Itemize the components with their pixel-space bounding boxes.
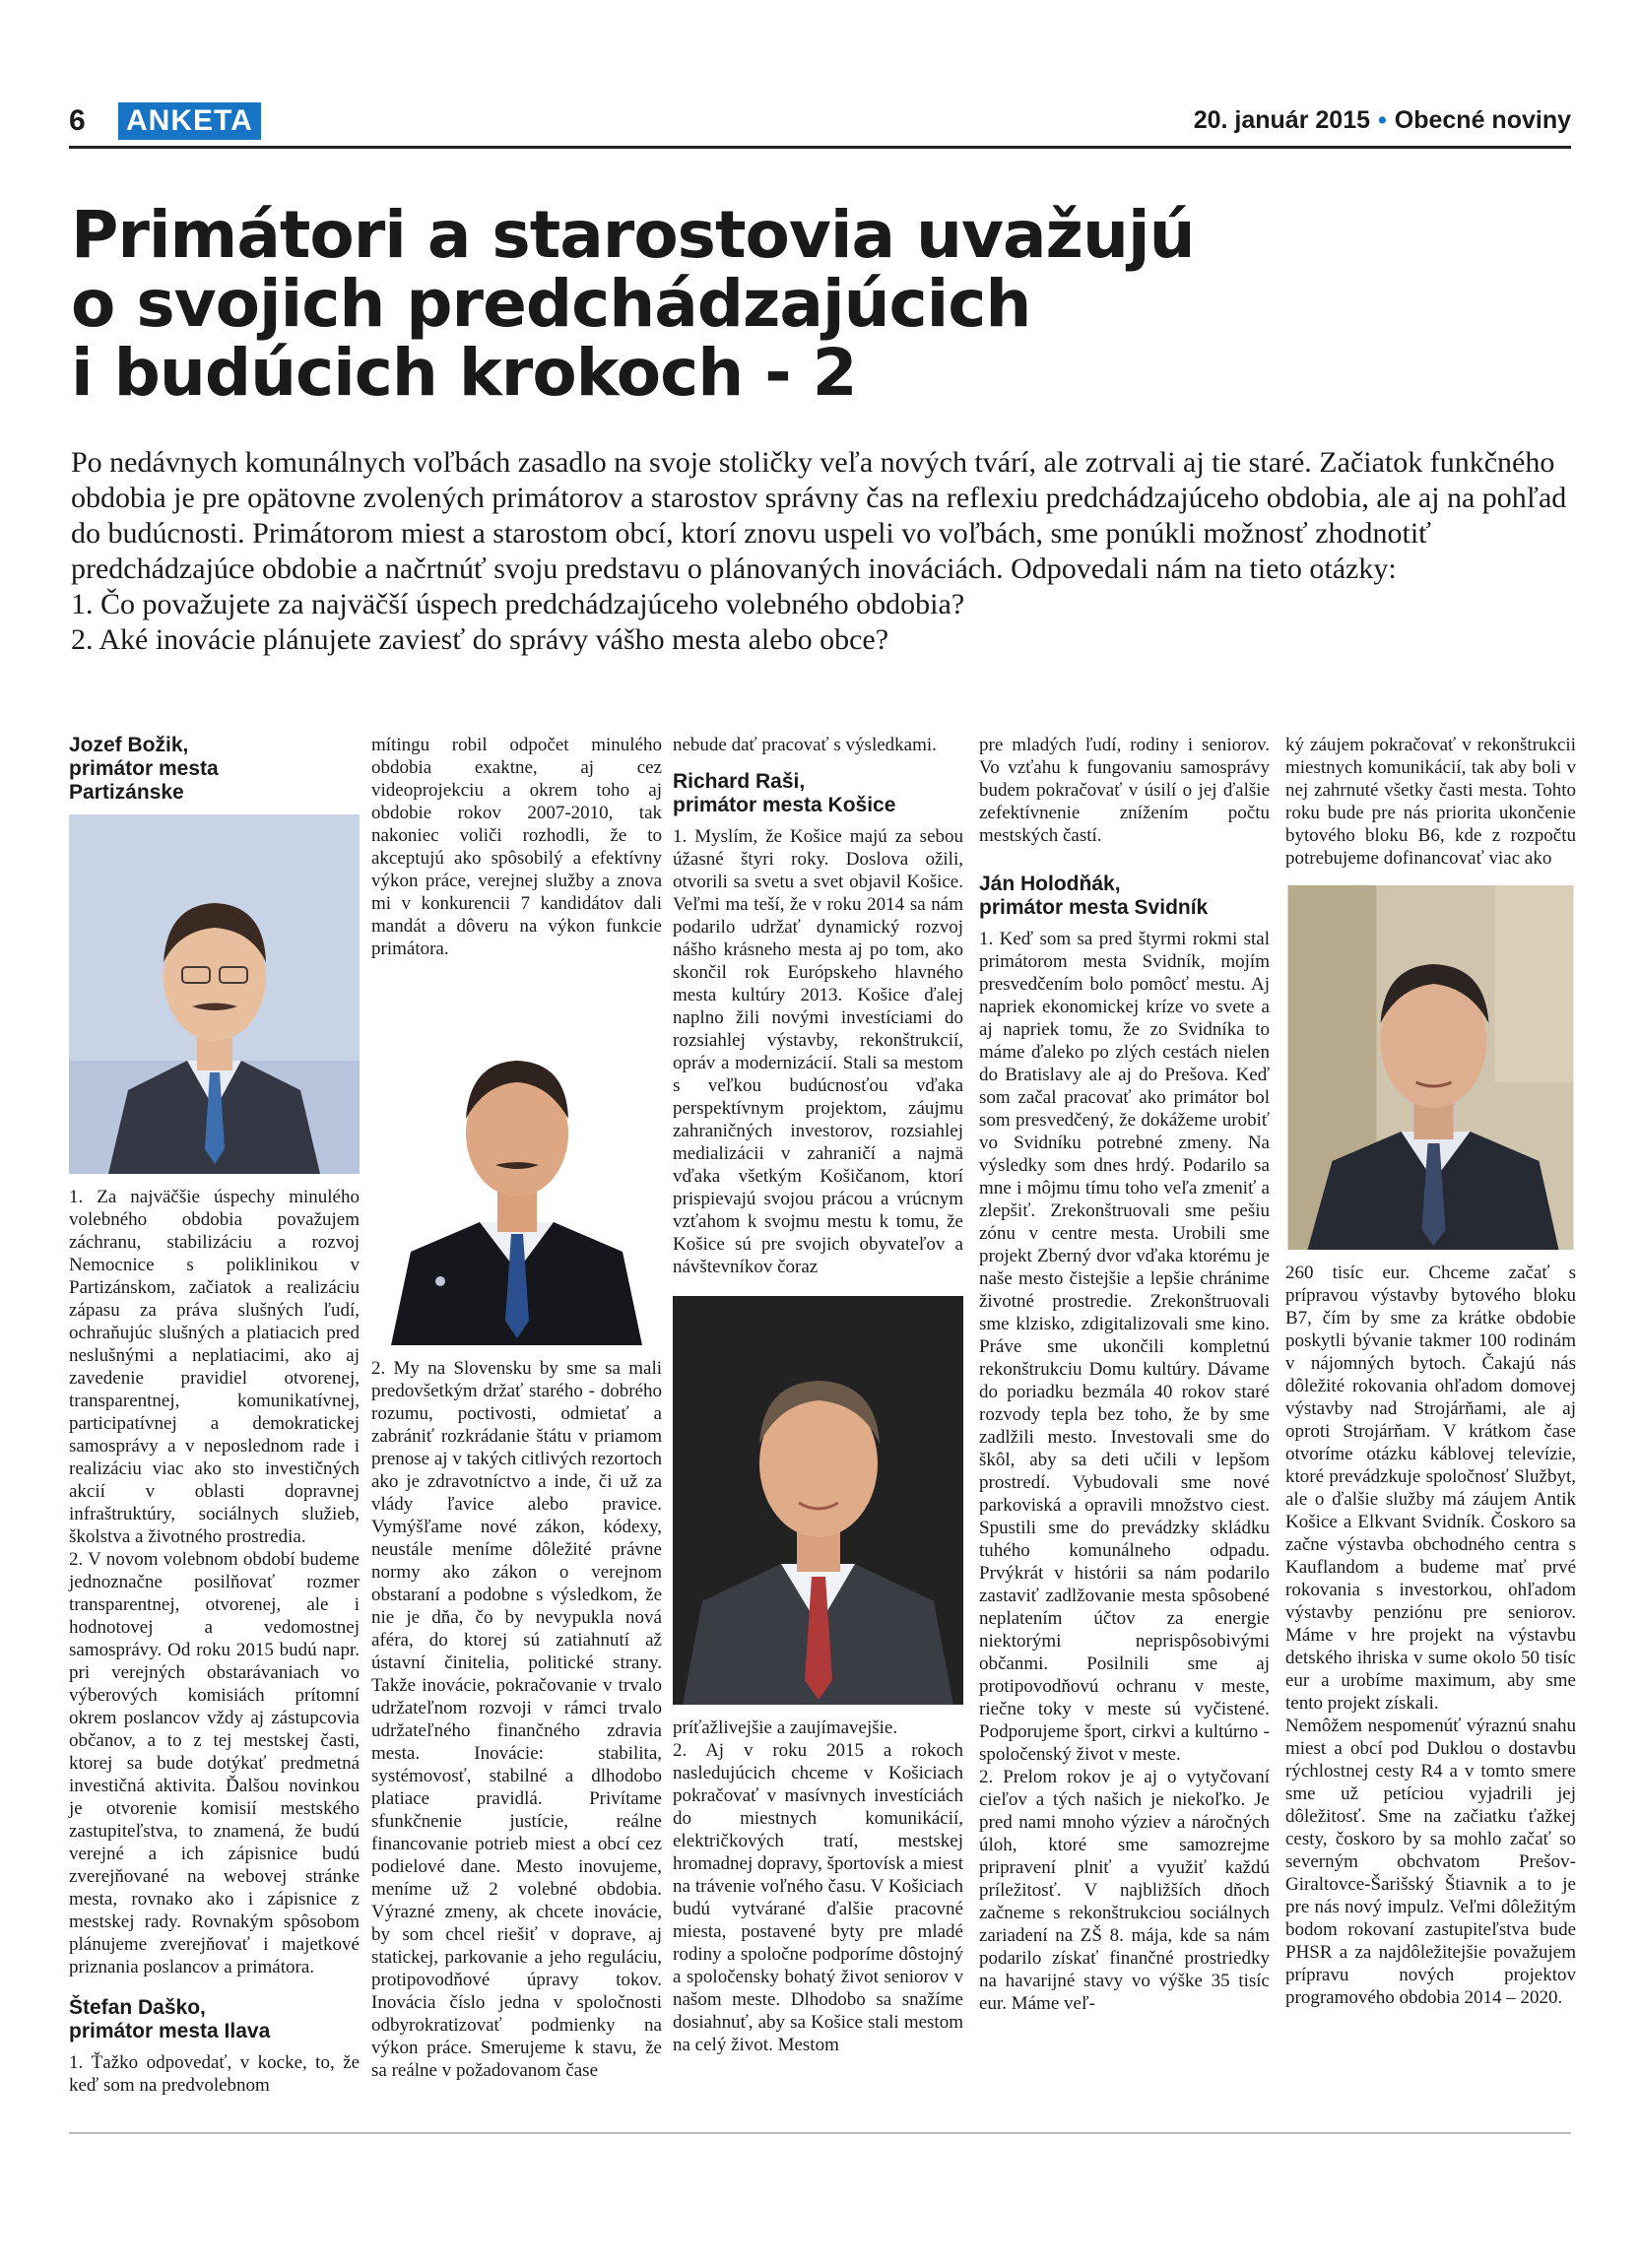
page-number: 6 <box>69 104 86 137</box>
publication-name: Obecné noviny <box>1394 106 1571 134</box>
respondent-role: primátor mesta <box>69 757 219 780</box>
respondent-role: primátor mesta Ilava <box>69 2020 271 2042</box>
answer-2: 2. Aj v roku 2015 a rokoch nasledujúcich chceme v Košiciach pokračovať v masívnych investíciách do miestnych komunikácií, električkových tratí, mestskej hromadnej dopravy, športovísk a miest na trávenie voľného času. V Košiciach budú vytvárané ďalšie pracovné miesta, postavené byty pre mladé rodiny a spoločne podporíme dôstojný a spoločensky bohatý život seniorov v našom meste. Dlhodobo sa snažíme dosiahnuť, aby sa Košice stali mestom na celý život. Mestom <box>673 1740 963 2055</box>
answer-1: 1. Keď som sa pred štyrmi rokmi stal primátorom mesta Svidník, mojím presvedčením bolo pomôcť mestu. Aj napriek ekonomickej krízе vo svete a aj napriek tomu, že zo Svidníka to máme ďaleko po zlých cestách nielen do Bratislavy ale aj do Prešova. Keď som začal pracovať ako primátor bol som presvedčený, že dokážeme urobiť vo Svidníku potrebné zmeny. Na výsledky som dnes hrdý. Podarilo sa mne i môjmu tímu toho veľa zmeniť a zlepšiť. Zrekonštruovali sme pešiu zónu v centre mesta. Urobili sme projekt Zberný dvor vďaka ktorému je naše mesto čistejšie a lepšie chránime životné prostredie. Zrekonštruovali sme klzisko, zdigitalizovali sme kino. Práve sme ukončili kompletnú rekonštrukciu Domu kultúry. Dávame do poriadku bezmála 40 rokov staré rozvody tepla bez toho, že by sme zadlžili mesto. Investovali sme do škôl, aby sa deti učili v lepšom prostredí. Vybudovali sme nové parkoviská a opravili množstvo ciest. Spustili sme do prevádzky skládku tuhého komunálneho odpadu. Prvýkrát v histórii sa nám podarilo zastaviť zadlžovanie mesta spôsobené neplatením účtov za energie niektorými neprispôsobivými občanmi. Posilnili sme aj protipovodňovú ochranu v meste, riečne toky v meste sú vyčistené. Podporujeme šport, cirkvi a kultúrno - spoločenský život v meste. <box>979 929 1270 1765</box>
intro-text: Po nedávnych komunálnych voľbách zasadlo na svoje stoličky veľa nových tvárí, ale zotrvali aj tie staré. Začiatok funkčného obdobia je pre opätovne zvolených primátorov a starostov správny čas na reflexiu predchádzajúceho obdobia, ale aj na pohľad do budúcnosti. Primátorom miest a starostom obcí, ktorí znovu uspeli vo voľbách, sme ponúkli možnosť zhodnotiť predchádzajúce obdobie a načrtnúť svoju predstavu o plánovaných inováciách. Odpovedali nám na tieto otázky: <box>71 446 1567 585</box>
portrait-photo <box>1285 885 1576 1250</box>
column-5 <box>1285 734 1576 2009</box>
page-header <box>69 102 1571 149</box>
respondent-heading <box>673 770 963 817</box>
answer-continued: nebude dať pracovať s výsledkami. <box>673 735 937 755</box>
column-4 <box>979 734 1270 2015</box>
respondent-heading <box>979 873 1270 920</box>
respondent-role: primátor mesta Košice <box>673 794 896 816</box>
respondent-role: primátor mesta Svidník <box>979 896 1209 919</box>
answer-1: 1. Za najväčšie úspechy minulého volebného obdobia považujem záchranu, stabilizáciu a rozvoj Nemocnice s poliklinikou v Partizánskom, začiatok a realizáciu zápasu za práva slušných ľudí, ochraňujúc slušných a platiacich pred neslušnými a neplatiacimi, ako aj zavedenie pravidiel otvorenej, transparentnej, komunikatívnej, participatívnej a demokratickej samosprávy a v neposlednom rade i realizáciu viac ako sto investičných akcií v oblasti dopravnej infraštruktúry, sociálnych služieb, školstva a životného prostredia. <box>69 1187 360 1547</box>
answer-continued: ký záujem pokračovať v rekonštrukcii miestnych komunikácií, tak aby boli v nej zahrnuté všetky časti mesta. Tohto roku bude pre nás priorita ukončenie bytového bloku B6, kde z rozpočtu potrebujeme dofinancovať viac ako <box>1285 735 1576 869</box>
portrait-holodnak <box>1285 885 1576 1250</box>
portrait-bozik <box>69 814 360 1174</box>
answer-1: 1. Myslím, že Košice majú za sebou úžasné štyri roky. Doslova ožili, otvorili sa svetu a svet objavil Košice. Veľmi ma teší, že v roku 2014 sa nám podarilo udržať dynamický rozvoj nášho krásneho mesta aj po tom, ako skončil rok Európskeho hlavného mesta kultúry 2013. Košice ďalej naplno žili novými investíciami do rozsiahlej výstavby, rekonštrukcií, opráv a modernizácií. Stali sa mestom s veľkou budúcnosťou vďaka perspektívnym projektom, záujmu zahraničných investorov, rozsiahlej medializácii v zahraničí a najmä vďaka všetkým Košičanom, ktorí prispievajú svojou prácou a vrúcnym vzťahom k svojmu mestu k tomu, že Košice sú pre svojich obyvateľov a návštevníkov čoraz <box>673 826 963 1277</box>
portrait-rasi <box>673 1296 963 1705</box>
question-1: 1. Čo považujete za najväčší úspech predchádzajúceho volebného obdobia? <box>71 588 965 620</box>
column-3 <box>673 734 963 2056</box>
answer-2: 2. My na Slovensku by sme sa mali predovšetkým držať starého - dobrého rozumu, poctivosti, odmietať a zabrániť rozkrádanie štátu v priamom prenose aj v takých citlivých rezortoch ako je zdravotníctvo a inde, či už za vlády ľavice alebo pravice. Vymýšľame nové zákon, kódexy, neustále meníme dôležité právne normy ako zákon o verejnom obstaraní a podobne s výsledkom, že nie je dňa, čo by nevypukla nová aféra, do ktorej sú zatiahnutí až ústavní činitelia, politické strany. Takže inovácie, pokračovanie v trvalo udržateľnom rozvoji v rámci trvalo udržateľného finančného zdravia mesta. Inovácie: stabilita, systémovosť, stabilné a dlhodobo platiace pravidlá. Privítame sfunkčnenie justície, reálne financovanie potrieb miest a obcí cez podielové dane. Mesto inovujeme, meníme už 2 volebné obdobia. Výrazné zmeny, ak chcete inovácie, by som chcel riešiť v doprave, aj statickej, parkovanie a jeho reguláciu, protipovodňové úpravy tokov. Inovácia číslo jedna v spoločnosti odbyrokratizovať podmienky na výkon práce. Smerujeme k stavu, že sa reálne v požadovanom čase <box>371 1358 662 2081</box>
separator: • <box>1378 106 1387 134</box>
answer-continued: príťažlivejšie a zaujímavejšie. <box>673 1717 898 1738</box>
section-badge: ANKETA <box>118 102 261 140</box>
answer-continued: mítingu robil odpočet minulého obdobia exaktne, aj cez videoprojekciu a okrem toho aj obdobie rokov 2007-2010, tak nakoniec voliči rozhodli, že to akceptujú ako spôsobilý a efektívny výkon práce, verejnej služby a znova mi v konkurencii 7 kandidátov dali mandát a dôveru na výkon funkcie primátora. <box>371 735 662 959</box>
answer-2: 2. V novom volebnom období budeme jednoznačne posilňovať rozmer transparentnej, otvorenej, ale i hodnotovej a vedomostnej samosprávy. Od roku 2015 budú napr. pri verejných obstarávaniach vo výberových komisiách prítomní okrem poslancov vždy aj zástupcovia občanov, a to z tej mestskej časti, ktorej sa bude dotýkať predmetná investičná aktivita. Ďalšou novinkou je otvorenie komisií mestského zastupiteľstva, to znamená, že budú verejné a ich zápisnice budú zverejňované na webovej stránke mesta, rovnako ako i zápisnice z mestskej rady. Rovnakým spôsobom plánujeme zverejňovať i majetkové priznania poslancov a primátora. <box>69 1549 360 1977</box>
answer-continued: pre mladých ľudí, rodiny i seniorov. Vo vzťahu k fungovaniu samosprávy budem pokračovať v úsilí o jej ďalšie zefektívnenie znížením počtu mestských častí. <box>979 735 1270 846</box>
footer-divider <box>69 2132 1571 2134</box>
respondent-name: Štefan Daško, <box>69 1996 206 2019</box>
column-2 <box>371 734 662 2082</box>
respondent-town: Partizánske <box>69 781 184 804</box>
portrait-photo <box>69 814 360 1174</box>
title-line: i budúcich krokoch - 2 <box>71 335 857 411</box>
answer-1: 1. Ťažko odpovedať, v kocke, to, že keď som na predvolebnom <box>69 2052 360 2096</box>
answer-2: 2. Prelom rokov je aj o vytyčovaní cieľov a tých našich je niekoľko. Je pred nami mnoho výziev a náročných úloh, ktoré sme samozrejme pripravení plniť a využiť každú príležitosť. V najbližších dňoch začneme s rekonštrukciou sociálnych zariadení na ZŠ 8. mája, kde sa nám podarilo získať finančné prostriedky na havarijné stavy vo výške 35 tisíc eur. Máme veľ- <box>979 1767 1270 2014</box>
article-title <box>71 197 1450 411</box>
portrait-dasko <box>371 986 662 1345</box>
respondent-name: Ján Holodňák, <box>979 873 1121 895</box>
title-line: Primátori a starostovia uvažujú <box>71 197 1195 273</box>
answer-continued: Nemôžem nespomenúť výraznú snahu miest a obcí pod Duklou o dostavbu rýchlostnej cesty R4 a v tomto smere sme už petíciou vyjadrili jej dôležitosť. Sme na začiatku ťažkej cesty, čoskoro by sa mohlo začať so severným obchvatom Prešov-Giraltovce-Šarišský Štiavnik a to je pre nás nový impulz. Veľmi dôležitým bodom rokovaní zastupiteľstva bude PHSR a za najdôležitejšie považujem prípravu nových projektov programového obdobia 2014 – 2020. <box>1285 1716 1576 2008</box>
respondent-name: Richard Raši, <box>673 770 806 793</box>
respondent-heading <box>69 734 360 805</box>
portrait-photo <box>371 986 662 1345</box>
column-1 <box>69 734 360 2097</box>
issue-info <box>1194 106 1571 135</box>
issue-date: 20. január 2015 <box>1193 106 1371 134</box>
title-line: o svojich predchádzajúcich <box>71 266 1031 342</box>
respondent-heading <box>69 1996 360 2043</box>
respondent-name: Jozef Božik, <box>69 734 189 756</box>
portrait-photo <box>673 1296 963 1705</box>
question-2: 2. Aké inovácie plánujete zaviesť do správy vášho mesta alebo obce? <box>71 623 889 656</box>
article-intro <box>71 445 1568 658</box>
answer-continued: 260 tisíc eur. Chceme začať s prípravou výstavby bytového bloku B7, čím by sme za krátke obdobie poskytli bývanie takmer 100 rodinám v nájomných bytoch. Čakajú nás dôležité rokovania ohľadom domovej výstavby nad Strojárňami, ale aj oproti Strojárňam. V krátkom čase otvoríme otázku káblovej televízie, ktoré prevádzkuje spoločnosť Službyt, ale o ďalšie služby má záujem Antik Košice a Elkvant Svidník. Čoskoro sa začne výstavba obchodného centra s Kauflandom a budeme mať prvé rokovania s investorkou, ohľadom výstavby penziónu pre seniorov. Máme v hre projekt na výstavbu detského ihriska v sume okolo 50 tisíc eur a urobíme maximum, aby sme tento projekt získali. <box>1285 1263 1576 1714</box>
